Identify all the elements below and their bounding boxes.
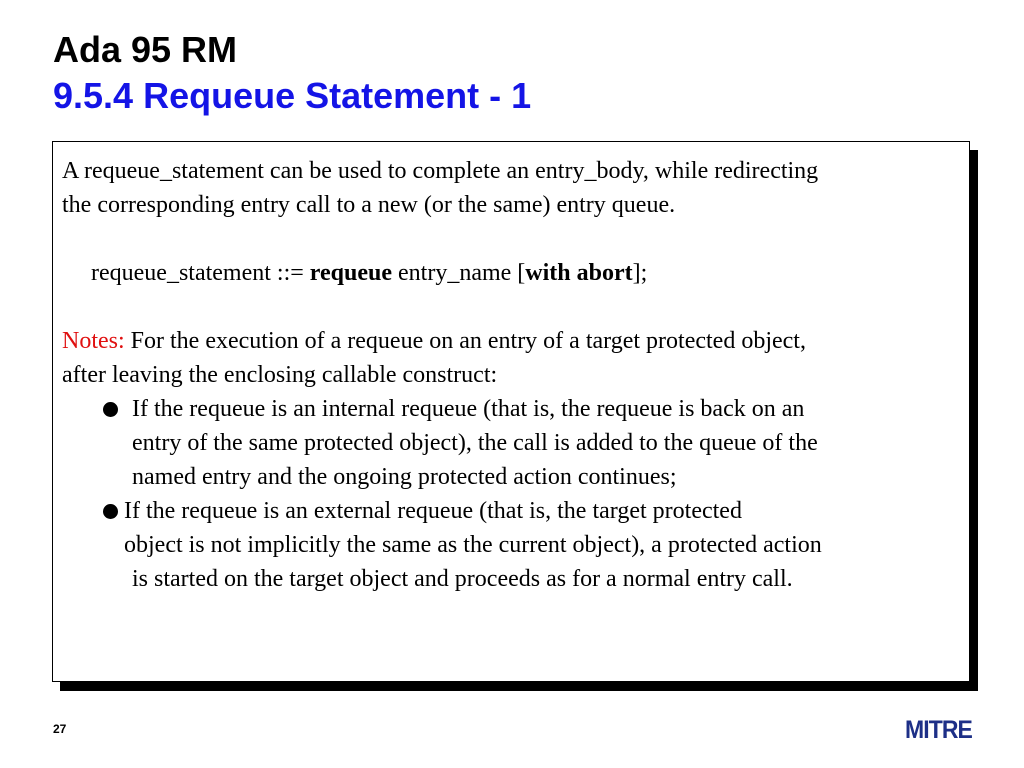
bullet-item-internal	[62, 392, 963, 494]
spacer	[62, 222, 963, 256]
bullet-2-line-2: object is not implicitly the same as the current object), a protected action	[124, 532, 822, 558]
content-text	[62, 154, 963, 596]
bullet-dot-icon	[103, 504, 118, 519]
bullet-1-line-2: entry of the same protected object), the call is added to the queue of the	[132, 430, 818, 456]
page-number: 27	[53, 722, 67, 736]
keyword-with-abort: with abort	[525, 260, 633, 286]
syntax-lhs: requeue_statement ::=	[91, 260, 310, 286]
bullet-2-line-3: is started on the target object and proceeds as for a normal entry call.	[132, 566, 793, 592]
bullet-dot-icon	[103, 402, 118, 417]
notes-line-2: after leaving the enclosing callable construct:	[62, 362, 498, 388]
slide-title: Ada 95 RM	[53, 29, 238, 70]
intro-line-2: the corresponding entry call to a new (or the same) entry queue.	[62, 192, 676, 218]
spacer	[62, 290, 963, 324]
notes-label: Notes:	[62, 328, 125, 354]
syntax-end: ];	[632, 260, 648, 286]
bullet-2-line-1: If the requeue is an external requeue (that is, the target protected	[124, 498, 742, 524]
notes-line-1	[62, 324, 963, 358]
mitre-logo: MITRE	[905, 716, 972, 744]
bullet-1-line-1: If the requeue is an internal requeue (that is, the requeue is back on an	[132, 396, 805, 422]
syntax-line	[62, 256, 963, 290]
slide-subtitle: 9.5.4 Requeue Statement - 1	[53, 75, 532, 116]
keyword-requeue: requeue	[309, 260, 393, 286]
syntax-entry-name: entry_name [	[392, 260, 526, 286]
content-box	[52, 141, 970, 682]
intro-line-1: A requeue_statement can be used to complete an entry_body, while redirecting	[62, 158, 819, 184]
bullet-1-line-3: named entry and the ongoing protected action continues;	[132, 464, 677, 490]
bullet-item-external	[62, 494, 963, 596]
notes-text-1: For the execution of a requeue on an entry of a target protected object,	[124, 328, 806, 354]
